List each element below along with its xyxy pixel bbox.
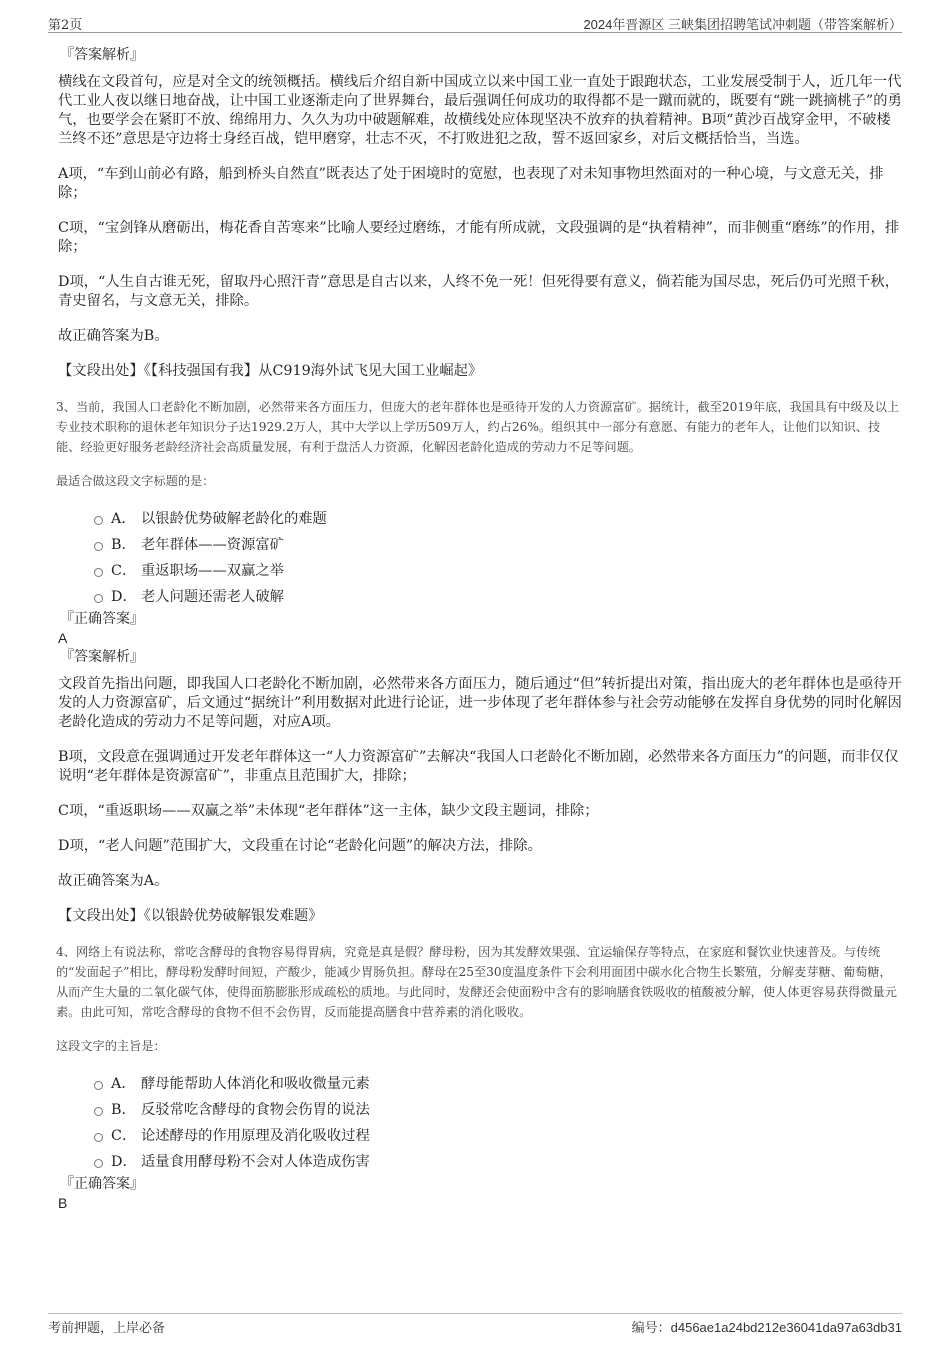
radio-icon[interactable] (94, 516, 103, 525)
conclusion: 故正确答案为A。 (58, 873, 169, 889)
analysis-paragraph: D项，“老人问题”范围扩大，文段重在讨论“老龄化问题”的解决方法，排除。 (58, 838, 542, 854)
analysis-paragraph: 文段首先指出问题，即我国人口老龄化不断加剧，必然带来各方面压力，随后通过“但”转折提出对策，指出庞大的老年群体也是亟待开发的人力资源富矿，后文通过“据统计”利用数据对此进行论证，进一步体现了老年群体参与社会劳动能够在发挥自身优势的同时化解因老龄化造成的劳动力不足等问题，对应A项。 (58, 676, 902, 730)
correct-answer: A (58, 630, 68, 646)
question-3-stem: 3、当前，我国人口老龄化不断加剧，必然带来各方面压力，但庞大的老年群体也是亟待开发的人力资源富矿。据统计，截至2019年底，我国具有中级及以上专业技术职称的退休老年知识分子达1929.2万人，其中大学以上学历509万人，约占26%。组织其中一部分有意愿、有能力的老年人，让他们以知识、技能、经验更好服务老龄经济社会高质量发展，有利于盘活人力资源，化解因老龄化造成的劳动力不足等问题。 (56, 400, 900, 454)
option-c[interactable]: C． 重返职场——双赢之举 (94, 557, 902, 583)
answer-heading: 『正确答案』 (60, 611, 144, 627)
radio-icon[interactable] (94, 1107, 103, 1116)
prev-analysis (56, 73, 902, 381)
analysis-paragraph: D项，“人生自古谁无死，留取丹心照汗青”意思是自古以来，人终不免一死！但死得要有意义，倘若能为国尽忠，死后仍可光照千秋，青史留名，与文意无关，排除。 (58, 274, 899, 309)
conclusion: 故正确答案为B。 (58, 328, 169, 344)
analysis-paragraph: C项，“宝剑锋从磨砺出，梅花香自苦寒来”比喻人要经过磨练，才能有所成就，文段强调的是“执着精神”，而非侧重“磨练”的作用，排除； (58, 220, 900, 255)
radio-icon[interactable] (94, 594, 103, 603)
analysis-paragraph: A项，“车到山前必有路，船到桥头自然直”既表达了处于困境时的宽慰，也表现了对未知事物坦然面对的一种心境，与文意无关，排除； (58, 166, 884, 201)
question-4-options (94, 1070, 902, 1174)
option-c[interactable]: C． 论述酵母的作用原理及消化吸收过程 (94, 1122, 902, 1148)
radio-icon[interactable] (94, 542, 103, 551)
question-4-prompt: 这段文字的主旨是： (56, 1039, 166, 1053)
document-title: 2024年晋源区 三峡集团招聘笔试冲刺题（带答案解析） (583, 17, 902, 32)
radio-icon[interactable] (94, 1159, 103, 1168)
option-d[interactable]: D． 适量食用酵母粉不会对人体造成伤害 (94, 1148, 902, 1174)
source: 【文段出处】《【科技强国有我】从C919海外试飞见大国工业崛起》 (58, 363, 483, 379)
correct-answer: B (58, 1195, 68, 1211)
radio-icon[interactable] (94, 568, 103, 577)
question-3-analysis (56, 675, 902, 926)
option-d[interactable]: D． 老人问题还需老人破解 (94, 583, 902, 609)
radio-icon[interactable] (94, 1081, 103, 1090)
radio-icon[interactable] (94, 1133, 103, 1142)
option-a[interactable]: A． 以银龄优势破解老龄化的难题 (94, 505, 902, 531)
question-3-prompt: 最适合做这段文字标题的是： (56, 474, 215, 488)
analysis-heading: 『答案解析』 (60, 649, 144, 665)
page-number: 第2页 (48, 18, 83, 33)
analysis-paragraph: C项，“重返职场——双赢之举”未体现“老年群体”这一主体，缺少文段主题词，排除； (58, 803, 599, 819)
answer-heading: 『正确答案』 (60, 1176, 144, 1192)
analysis-paragraph: 横线在文段首句，应是对全文的统领概括。横线后介绍自新中国成立以来中国工业一直处于跟跑状态，工业发展受制于人，近几年一代代工业人夜以继日地奋战，让中国工业逐渐走向了世界舞台，最后强调任何成功的取得都不是一蹴而就的，既要有“跳一跳摘桃子”的勇气，也要学会在紧盯不放、绵绵用力、久久为功中破题解难，故横线处应体现坚决不放弃的执着精神。B项“黄沙百战穿金甲，不破楼兰终不还”意思是守边将士身经百战，铠甲磨穿，壮志不灭，不打败进犯之敌，誓不返回家乡，对后文概括恰当，当选。 (58, 74, 902, 147)
page-header (48, 12, 902, 33)
page-content (56, 45, 902, 1212)
footer-slogan: 考前押题，上岸必备 (48, 1321, 166, 1336)
option-b[interactable]: B． 反驳常吃含酵母的食物会伤胃的说法 (94, 1096, 902, 1122)
question-3-options (94, 505, 902, 609)
document-code: 编号：d456ae1a24bd212e36041da97a63db31 (631, 1320, 902, 1336)
analysis-paragraph: B项，文段意在强调通过开发老年群体这一“人力资源富矿”去解决“我国人口老龄化不断加剧，必然带来各方面压力”的问题，而非仅仅说明“老年群体是资源富矿”，非重点且范围扩大，排除； (58, 749, 899, 784)
analysis-heading: 『答案解析』 (60, 47, 144, 63)
question-4-stem: 4、网络上有说法称，常吃含酵母的食物容易得胃病，究竟是真是假？酵母粉，因为其发酵效果强、宜运输保存等特点，在家庭和餐饮业快速普及。与传统的“发面起子”相比，酵母粉发酵时间短，产酸少，能减少胃肠负担。酵母在25至30度温度条件下会利用面团中碳水化合物生长繁殖，分解麦芽糖、葡萄糖，从而产生大量的二氧化碳气体，使得面筋膨胀形成疏松的质地。与此同时，发酵还会使面粉中含有的影响膳食铁吸收的植酸被分解，使人体更容易获得微量元素。由此可知，常吃含酵母的食物不但不会伤胃，反而能提高膳食中营养素的消化吸收。 (56, 945, 897, 1019)
option-b[interactable]: B． 老年群体——资源富矿 (94, 531, 902, 557)
source: 【文段出处】《以银龄优势破解银发难题》 (58, 908, 323, 924)
page-footer (48, 1313, 902, 1336)
option-a[interactable]: A． 酵母能帮助人体消化和吸收微量元素 (94, 1070, 902, 1096)
